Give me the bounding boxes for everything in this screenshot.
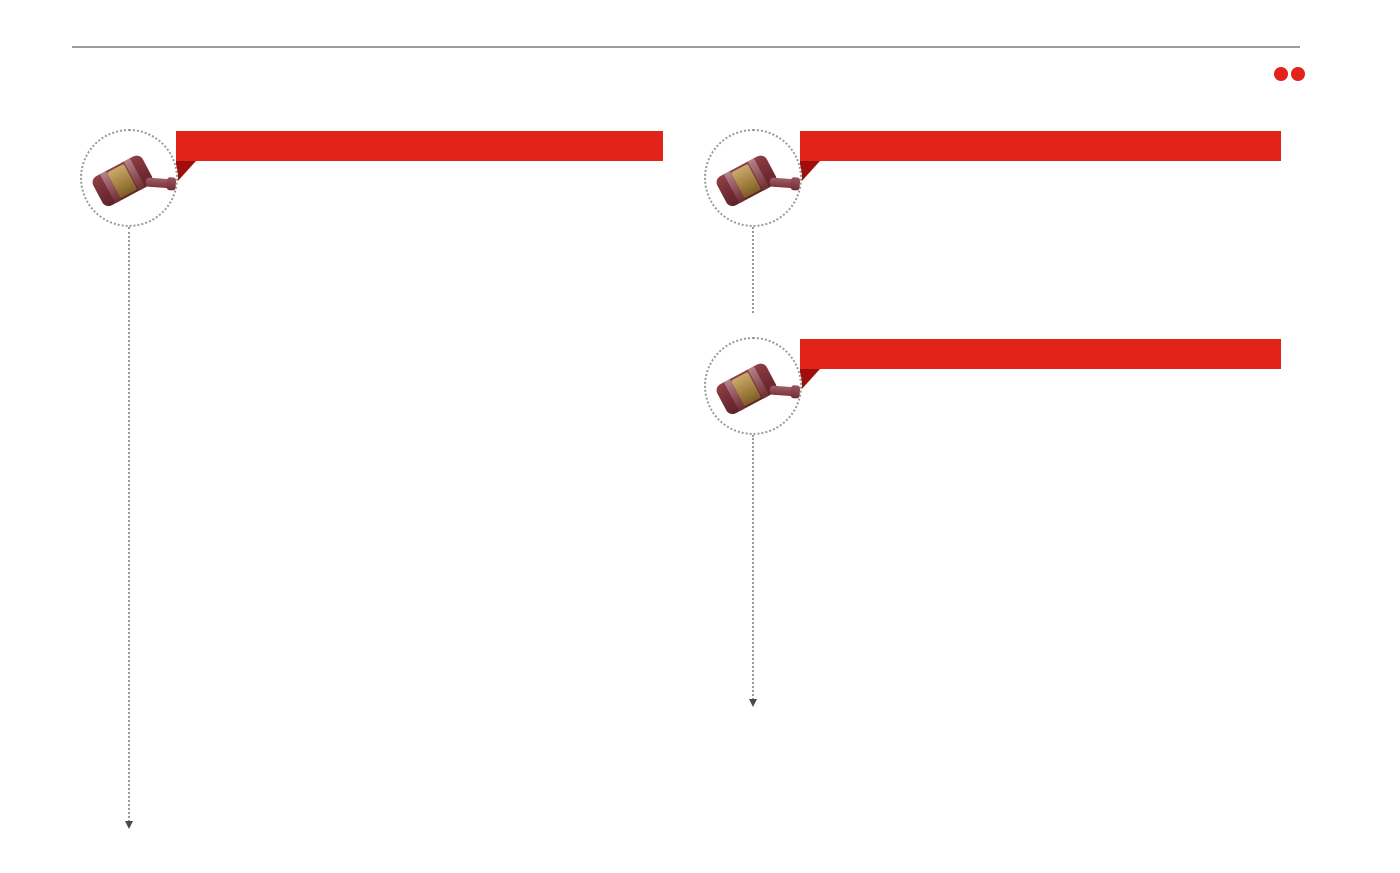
section-heading-banner xyxy=(176,131,663,161)
banner-fold-icon xyxy=(176,161,196,183)
connector-arrowhead-icon xyxy=(749,699,757,707)
photo-credit xyxy=(1269,64,1305,81)
connector-line-three-quarters xyxy=(752,227,754,313)
banner-fold-icon xyxy=(800,369,820,391)
rights-marks xyxy=(1269,67,1305,81)
section-heading-banner xyxy=(800,339,1281,369)
connector-line-half xyxy=(752,435,754,700)
connector-arrowhead-icon xyxy=(125,821,133,829)
copyright-mark-icon xyxy=(1274,67,1288,81)
section-full-refund xyxy=(176,131,663,169)
gavel-icon xyxy=(704,129,802,227)
gavel-icon xyxy=(80,129,178,227)
connector-line-full xyxy=(128,227,130,822)
header-divider-rule xyxy=(72,46,1300,48)
section-half-refund xyxy=(800,339,1281,377)
section-three-quarters-refund xyxy=(800,131,1281,169)
section-heading-banner xyxy=(800,131,1281,161)
banner-fold-icon xyxy=(800,161,820,183)
publisher-mark-icon xyxy=(1291,67,1305,81)
gavel-icon xyxy=(704,337,802,435)
